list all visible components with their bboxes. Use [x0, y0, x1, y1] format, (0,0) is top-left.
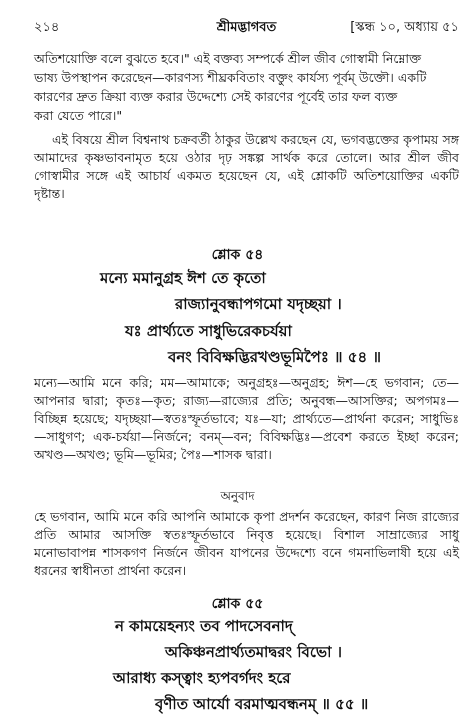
- page-header: [34, 18, 459, 38]
- verse-55-line: অকিঞ্চনপ্রার্থ্যতমাদ্বরং বিভো ।: [165, 643, 343, 661]
- verse-54-line: মন্যে মমানুগ্রহ ঈশ তে কৃতো: [100, 269, 266, 287]
- book-title: শ্রীমদ্ভাগবত: [216, 20, 277, 35]
- verse-54-translation: হে ভগবান, আমি মনে করি আপনি আমাকে কৃপা প্রদর্শন করেছেন, কারণ নিজ রাজ্যের প্রতি আমার আসক্তি স্বতঃস্ফূর্তভাবে নিবৃত্ত হয়েছে। বিশাল সাম্রাজ্যের সাধু মনোভাবাপন্ন শাসকগণ নির্জনে জীবন যাপনের উদ্দেশ্যে বনে গমনাভিলাষী হয়ে এই ধরনের স্বাধীনতা প্রার্থনা করেন।: [34, 509, 459, 578]
- verse-54-heading: শ্লোক ৫৪: [211, 247, 264, 263]
- verse-54-line: যঃ প্রার্থ্যতে সাধুভিরেকচর্যয়া: [125, 322, 292, 340]
- chapter-reference: [স্কন্ধ ১০, অধ্যায় ৫১: [350, 20, 459, 35]
- verse-54-synonyms: মন্যে—আমি মনে করি; মম—আমাকে; অনুগ্রহঃ—অনুগ্রহ; ঈশ—হে ভগবান; তে—আপনার দ্বারা; কৃতঃ—কৃত; রাজ্য—রাজ্যের প্রতি; অনুবন্ধ—আসক্তির; অপগমঃ—বিচ্ছিন্ন হয়েছে; যদৃচ্ছয়া—স্বতঃস্ফূর্তভাবে; যঃ—যা; প্রার্থ্যতে—প্রার্থনা করেন; সাধুভিঃ—সাধুগণ; এক-চর্যয়া—নির্জনে; বনম্—বন; বিবিক্ষদ্ভিঃ—প্রবেশ করতে ইচ্ছা করেন; অখণ্ড—অখণ্ড; ভূমি—ভূমির; পৈঃ—শাসক দ্বারা।: [34, 375, 459, 462]
- verse-54-line: রাজ্যানুবন্ধাপগমো যদৃচ্ছয়া ।: [175, 295, 342, 313]
- translation-heading: অনুবাদ: [220, 489, 255, 503]
- purport-line: করা যেতে পারে।": [34, 108, 123, 123]
- purport-line: কারণের দ্রুত ক্রিয়া ব্যক্ত করার উদ্দেশ্যে সেই কারণের পূর্বেই তার ফল ব্যক্ত: [34, 89, 398, 104]
- verse-54-line: বনং বিবিক্ষদ্ভিরখণ্ডভূমিপৈঃ ॥ ৫৪ ॥: [168, 348, 381, 366]
- verse-55-heading: শ্লোক ৫৫: [211, 596, 264, 612]
- verse-55-line: আরাধ্য কস্ত্বাং হ্যপবর্গদং হরে: [113, 669, 291, 687]
- verse-55-line: বৃণীত আর্যো বরমাত্মবন্ধনম্ ॥ ৫৫ ॥: [155, 695, 369, 713]
- verse-55-line: ন কাময়েহন্যং তব পাদসেবনাদ্: [115, 617, 293, 635]
- purport-line: ভাষ্য উপস্থাপন করেছেন—কারণস্য শীঘ্রকবিতাং বক্তুং কার্যস্য পূর্বম্ উক্তৌ। একটি: [34, 70, 427, 85]
- purport-line: অতিশয়োক্তি বলে বুঝতে হবে।" এই বক্তব্য সম্পর্কে শ্রীল জীব গোস্বামী নিম্নোক্ত: [34, 51, 422, 66]
- purport-paragraph: এই বিষয়ে শ্রীল বিশ্বনাথ চক্রবর্তী ঠাকুর উল্লেখ করছেন যে, ভগবদ্ভক্তের কৃপাময় সঙ্গ আমাদের কৃষ্ণভাবনামৃত হয়ে ওঠার দৃঢ় সঙ্কল্প সার্থক করে তোলে। আর শ্রীল জীব গোস্বামীর সঙ্গে এই আচার্য একমত হয়েছেন যে, এই শ্লোকটি অতিশয়োক্তির একটি দৃষ্টান্ত।: [34, 132, 459, 201]
- page-number: ২১৪: [34, 20, 60, 35]
